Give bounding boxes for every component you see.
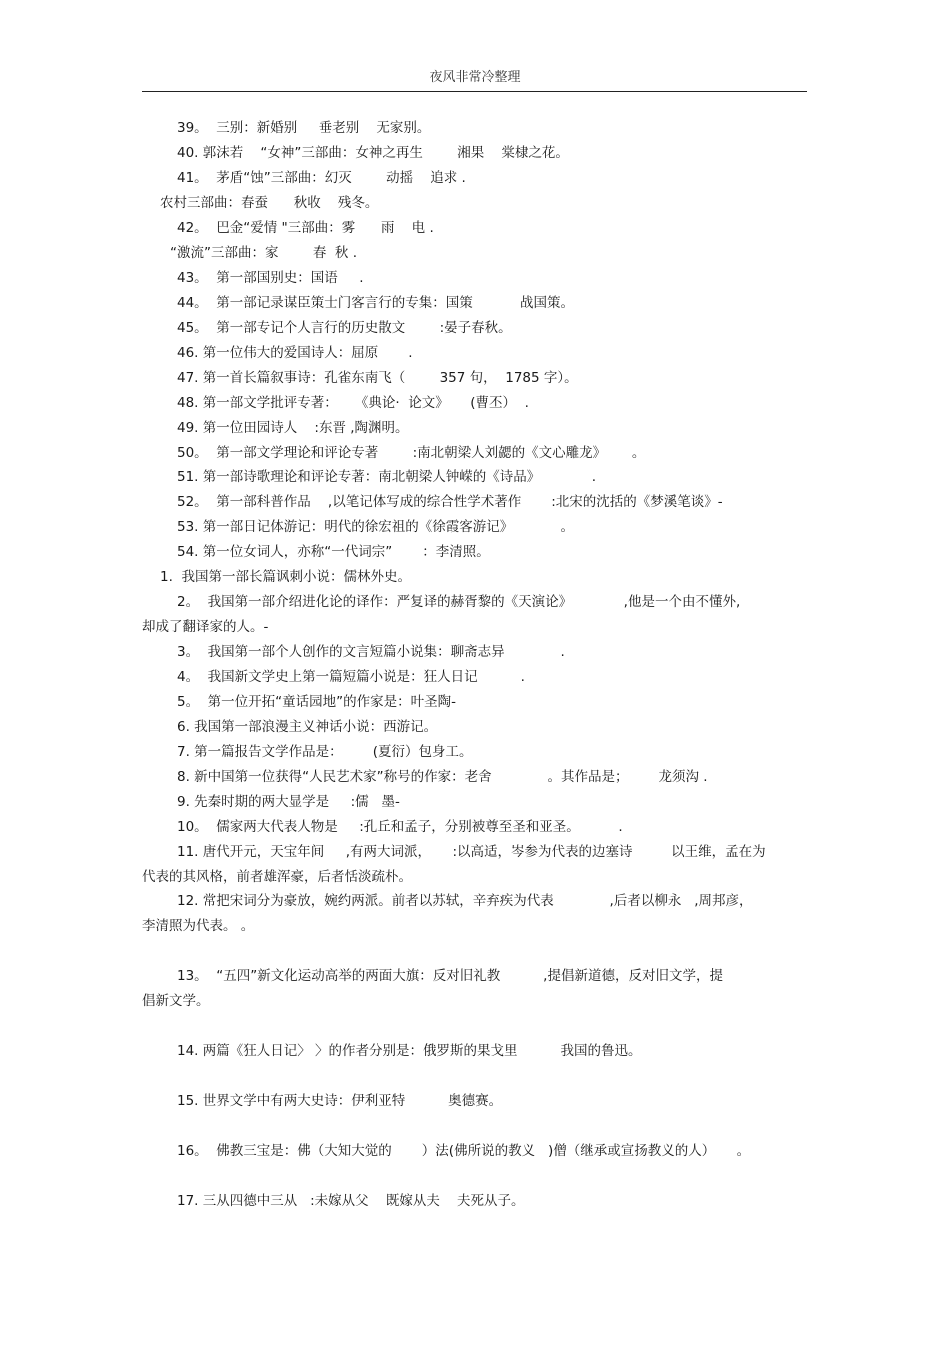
entry-39: 39。 三别：新婚别 垂老别 无家别。: [177, 120, 431, 136]
item-6: 6. 我国第一部浪漫主义神话小说：西游记。: [177, 719, 438, 735]
entry-51: 51. 第一部诗歌理论和评论专著：南北朝梁人钟嵘的《诗品》 .: [177, 469, 597, 485]
item-13: 13。 “五四”新文化运动高举的两面大旗：反对旧礼教 ,提倡新道德，反对旧文学，提: [177, 968, 723, 984]
entry-41: 41。 茅盾“蚀”三部曲：幻灭 动摇 追求 .: [177, 170, 466, 186]
item-4: 4。 我国新文学史上第一篇短篇小说是：狂人日记 .: [177, 669, 525, 685]
entry-53: 53. 第一部日记体游记：明代的徐宏祖的《徐霞客游记》 。: [177, 519, 574, 535]
item-5: 5。 第一位开拓“童话园地”的作家是：叶圣陶-: [177, 694, 457, 710]
item-12-continued: 李清照为代表。 。: [142, 918, 255, 934]
header-divider: [142, 91, 807, 92]
item-11: 11. 唐代开元，天宝年间 ,有两大词派， :以高适，岑参为代表的边塞诗 以王维，孟在为: [177, 844, 766, 860]
item-12: 12. 常把宋词分为豪放，婉约两派。前者以苏轼，辛弃疾为代表 ,后者以柳永 ,周邦彦，: [177, 893, 753, 909]
item-17: 17. 三从四德中三从 :未嫁从父 既嫁从夫 夫死从子。: [177, 1193, 525, 1209]
item-13-continued: 倡新文学。: [142, 993, 210, 1009]
item-2-continued: 却成了翻译家的人。-: [142, 619, 269, 635]
entry-50: 50。 第一部文学理论和评论专著 :南北朝梁人刘勰的《文心雕龙》 。: [177, 445, 646, 461]
entry-49: 49. 第一位田园诗人 :东晋 ,陶渊明。: [177, 420, 409, 436]
entry-48: 48. 第一部文学批评专著： 《典论· 论文》 (曹丕） .: [177, 395, 529, 411]
item-16: 16。 佛教三宝是：佛（大知大觉的 ）法(佛所说的教义 )僧（继承或宣扬教义的人） 。: [177, 1143, 751, 1159]
entry-46: 46. 第一位伟大的爱国诗人：屈原 .: [177, 345, 413, 361]
entry-45: 45。 第一部专记个人言行的历史散文 :晏子春秋。: [177, 320, 512, 336]
entry-40: 40. 郭沫若 “女神”三部曲：女神之再生 湘果 棠棣之花。: [177, 145, 569, 161]
item-10: 10。 儒家两大代表人物是 :孔丘和孟子，分别被尊至圣和亚圣。 .: [177, 819, 623, 835]
item-7: 7. 第一篇报告文学作品是： (夏衍）包身工。: [177, 744, 473, 760]
entry-43: 43。 第一部国别史：国语 .: [177, 270, 364, 286]
item-3: 3。 我国第一部个人创作的文言短篇小说集：聊斋志异 .: [177, 644, 565, 660]
item-2: 2。 我国第一部介绍进化论的译作：严复译的赫胥黎的《天演论》 ,他是一个由不懂外,: [177, 594, 741, 610]
entry-52: 52。 第一部科普作品 ,以笔记体写成的综合性学术著作 :北宋的沈括的《梦溪笔谈》-: [177, 494, 723, 510]
entry-44: 44。 第一部记录谋臣策士门客言行的专集：国策 战国策。: [177, 295, 574, 311]
item-1: 1. 我国第一部长篇讽刺小说：儒林外史。: [160, 569, 411, 585]
page-header-title: 夜风非常冷整理: [429, 70, 521, 85]
item-14: 14. 两篇《狂人日记〉 〉的作者分别是：俄罗斯的果戈里 我国的鲁迅。: [177, 1043, 642, 1059]
item-11-continued: 代表的其风格，前者雄浑豪，后者恬淡疏朴。: [142, 869, 412, 885]
entry-47: 47. 第一首长篇叙事诗：孔雀东南飞（ 357 句， 1785 字）。: [177, 370, 578, 386]
entry-54: 54. 第一位女词人，亦称“一代词宗” ：李清照。: [177, 544, 490, 560]
item-15: 15. 世界文学中有两大史诗：伊利亚特 奥德赛。: [177, 1093, 503, 1109]
entry-42-continued: “激流”三部曲：家 春 秋 .: [170, 245, 357, 261]
entry-42: 42。 巴金“爱情 "三部曲：雾 雨 电 .: [177, 220, 434, 236]
entry-41-continued: 农村三部曲：春蚕 秋收 残冬。: [160, 195, 379, 211]
item-9: 9. 先秦时期的两大显学是 :儒 墨-: [177, 794, 400, 810]
item-8: 8. 新中国第一位获得“人民艺术家”称号的作家：老舍 。其作品是； 龙须沟 .: [177, 769, 708, 785]
